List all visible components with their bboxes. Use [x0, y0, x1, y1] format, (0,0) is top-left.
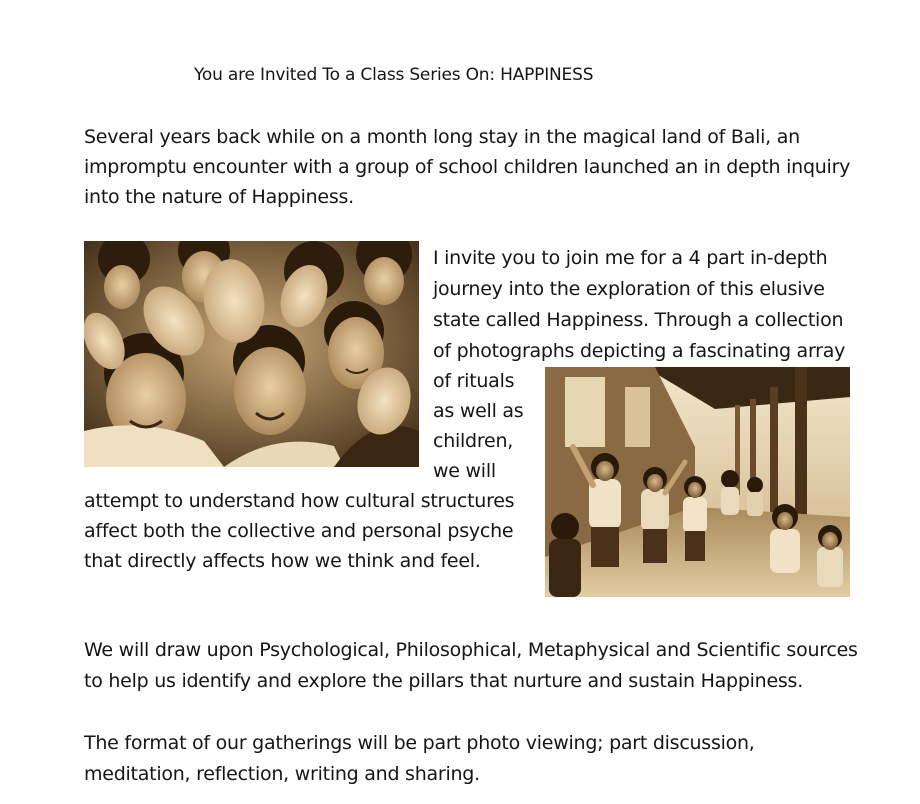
intro-line: impromptu encounter with a group of school children launched an in depth inquiry — [84, 156, 851, 178]
sources-line: to help us identify and explore the pillars that nurture and sustain Happiness. — [84, 670, 803, 692]
invite-line: of rituals — [433, 370, 515, 392]
intro-line: Several years back while on a month long stay in the magical land of Bali, an — [84, 126, 800, 148]
invite-line: attempt to understand how cultural structures — [84, 490, 515, 512]
format-line: meditation, reflection, writing and sharing. — [84, 763, 480, 785]
school-corridor-photo — [545, 367, 850, 597]
invite-line: I invite you to join me for a 4 part in-depth — [433, 247, 828, 269]
invite-line: of photographs depicting a fascinating array — [433, 340, 846, 362]
invite-line: state called Happiness. Through a collection — [433, 309, 844, 331]
children-waving-photo — [84, 241, 419, 467]
invite-line: we will — [433, 460, 496, 482]
sources-line: We will draw upon Psychological, Philosophical, Metaphysical and Scientific sources — [84, 639, 858, 661]
school-corridor-image — [545, 367, 850, 597]
intro-line: into the nature of Happiness. — [84, 186, 354, 208]
invite-line: as well as — [433, 400, 524, 422]
invite-line: journey into the exploration of this elusive — [433, 278, 825, 300]
format-line: The format of our gatherings will be part photo viewing; part discussion, — [84, 732, 755, 754]
invite-line: children, — [433, 430, 514, 452]
invitation-title: You are Invited To a Class Series On: HAPPINESS — [194, 65, 594, 85]
invite-line: affect both the collective and personal psyche — [84, 520, 514, 542]
children-waving-image — [84, 241, 419, 467]
invite-line: that directly affects how we think and feel. — [84, 550, 481, 572]
